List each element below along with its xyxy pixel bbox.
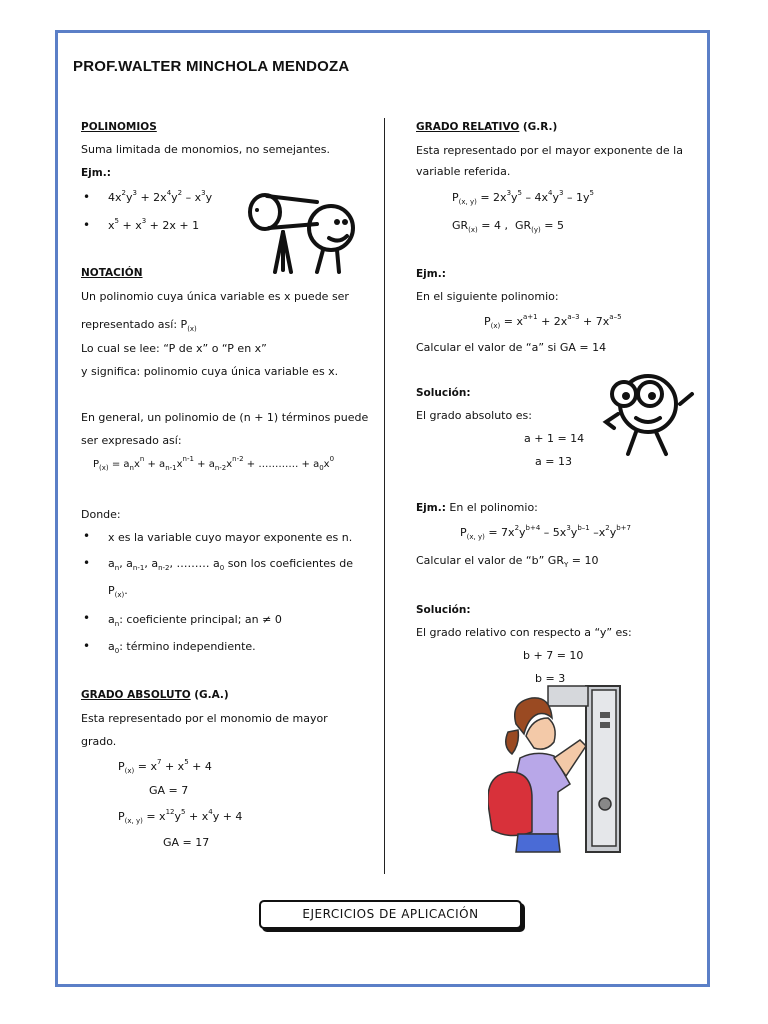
notacion-line-3: Lo cual se lee: “P de x” o “P en x”: [81, 342, 267, 355]
ejemplo-2-solution-line-3: b = 3: [535, 672, 566, 685]
grado-absoluto-desc-1: Esta representado por el monomio de mayor: [81, 712, 328, 725]
donde-label: Donde:: [81, 508, 121, 521]
ejemplo-1-label: Ejm.:: [416, 268, 446, 280]
notacion-line-1: Un polinomio cuya única variable es x puede ser: [81, 290, 349, 303]
bullet-marker: •: [83, 190, 91, 204]
ejercicios-de-aplicacion-button[interactable]: EJERCICIOS DE APLICACIÓN: [259, 900, 522, 929]
ejemplo-1-solution-line-3: a = 13: [535, 455, 572, 468]
ejemplo-2-question: Calcular el valor de “b” $GR_Y = 10$: [416, 554, 599, 569]
ga-example-2-formula: $P_{(x, y)} = x^{12}y^5 + x^4y + 4$: [118, 808, 243, 825]
bullet-marker: •: [83, 556, 91, 570]
grado-absoluto-desc-2: grado.: [81, 735, 117, 748]
donde-bullet-2-cont: $P_{(x)}$.: [108, 584, 128, 599]
ejemplo-2-intro: Ejm.: En el polinomio:: [416, 501, 538, 514]
bullet-marker: •: [83, 611, 91, 625]
ga-example-1-result: GA = 7: [149, 784, 189, 797]
glasses-character-illustration: [600, 374, 696, 460]
polinomios-definition: Suma limitada de monomios, no semejantes.: [81, 143, 330, 156]
donde-bullet-2: $a_n$, $a_{n-1}$, $a_{n-2}$, ……… $a_0$ son los coeficientes de: [108, 557, 354, 572]
student-at-locker-illustration: [488, 684, 623, 856]
grado-relativo-desc-1: Esta representado por el mayor exponente de la: [416, 144, 683, 157]
ejemplo-1-solution-label: Solución:: [416, 387, 471, 399]
ejemplo-1-solution-line-2: a + 1 = 14: [524, 432, 585, 445]
ejemplo-2-formula: $P_{(x, y)} = 7x^2y^{b+4} - 5x^3y^{b-1}$ $-x^2y^{b+7}$: [460, 524, 631, 541]
general-polynomial-formula: $P_{(x)} = a_nx^n + a_{n-1}x^{n-1} + a_{n-2}x^{n-2}$ + ………… + $a_0x^0$: [93, 455, 335, 472]
notacion-line-4: y significa: polinomio cuya única variable es x.: [81, 365, 339, 378]
donde-bullet-4: $a_0$: término independiente.: [108, 640, 256, 655]
ejemplo-2-solution-label: Solución:: [416, 604, 471, 616]
ejemplo-1-formula: $P_{(x)} = x^{a+1} + 2x^{a-3} + 7x^{a-5}$: [484, 313, 622, 330]
ejemplo-1-solution-line-1: El grado absoluto es:: [416, 409, 532, 422]
column-divider: [384, 118, 385, 874]
polinomios-title: POLINOMIOS: [81, 121, 157, 133]
example-label: Ejm.:: [81, 167, 111, 179]
bullet-marker: •: [83, 639, 91, 653]
ga-example-2-result: GA = 17: [163, 836, 210, 849]
gr-example-result: $GR_{(x)} = 4$ , $GR_{(y)} = 5$: [452, 219, 564, 234]
donde-bullet-3: $a_n$: coeficiente principal; an ≠ 0: [108, 613, 282, 628]
ejemplo-1-intro: En el siguiente polinomio:: [416, 290, 559, 303]
gr-example-formula: $P_{(x, y)} = 2x^3y^5 - 4x^4y^3 - 1y^5$: [452, 189, 594, 206]
general-line-1: En general, un polinomio de (n + 1) términos puede: [81, 411, 369, 424]
grado-relativo-title: GRADO RELATIVO (G.R.): [416, 121, 558, 133]
notacion-title: NOTACIÓN: [81, 267, 143, 279]
ga-example-1-formula: $P_{(x)} = x^7 + x^5 + 4$: [118, 758, 212, 775]
general-line-2: ser expresado así:: [81, 434, 182, 447]
example-polynomial-1: $4x^2y^3 + 2x^4y^2 - x^3y$: [108, 189, 213, 204]
notacion-line-2: representado así: $P_{(x)}$: [81, 318, 197, 333]
donde-bullet-1: x es la variable cuyo mayor exponente es n.: [108, 531, 353, 544]
bullet-marker: •: [83, 218, 91, 232]
telescope-character-illustration: [245, 188, 360, 278]
grado-absoluto-title: GRADO ABSOLUTO (G.A.): [81, 689, 229, 701]
example-polynomial-2: $x^5 + x^3 + 2x + 1$: [108, 217, 200, 232]
ejemplo-2-solution-line-1: El grado relativo con respecto a “y” es:: [416, 626, 632, 639]
ejemplo-1-question: Calcular el valor de “a” si GA = 14: [416, 341, 607, 354]
grado-relativo-desc-2: variable referida.: [416, 165, 511, 178]
ejemplo-2-solution-line-2: b + 7 = 10: [523, 649, 584, 662]
bullet-marker: •: [83, 529, 91, 543]
author-header: PROF.WALTER MINCHOLA MENDOZA: [73, 58, 350, 75]
